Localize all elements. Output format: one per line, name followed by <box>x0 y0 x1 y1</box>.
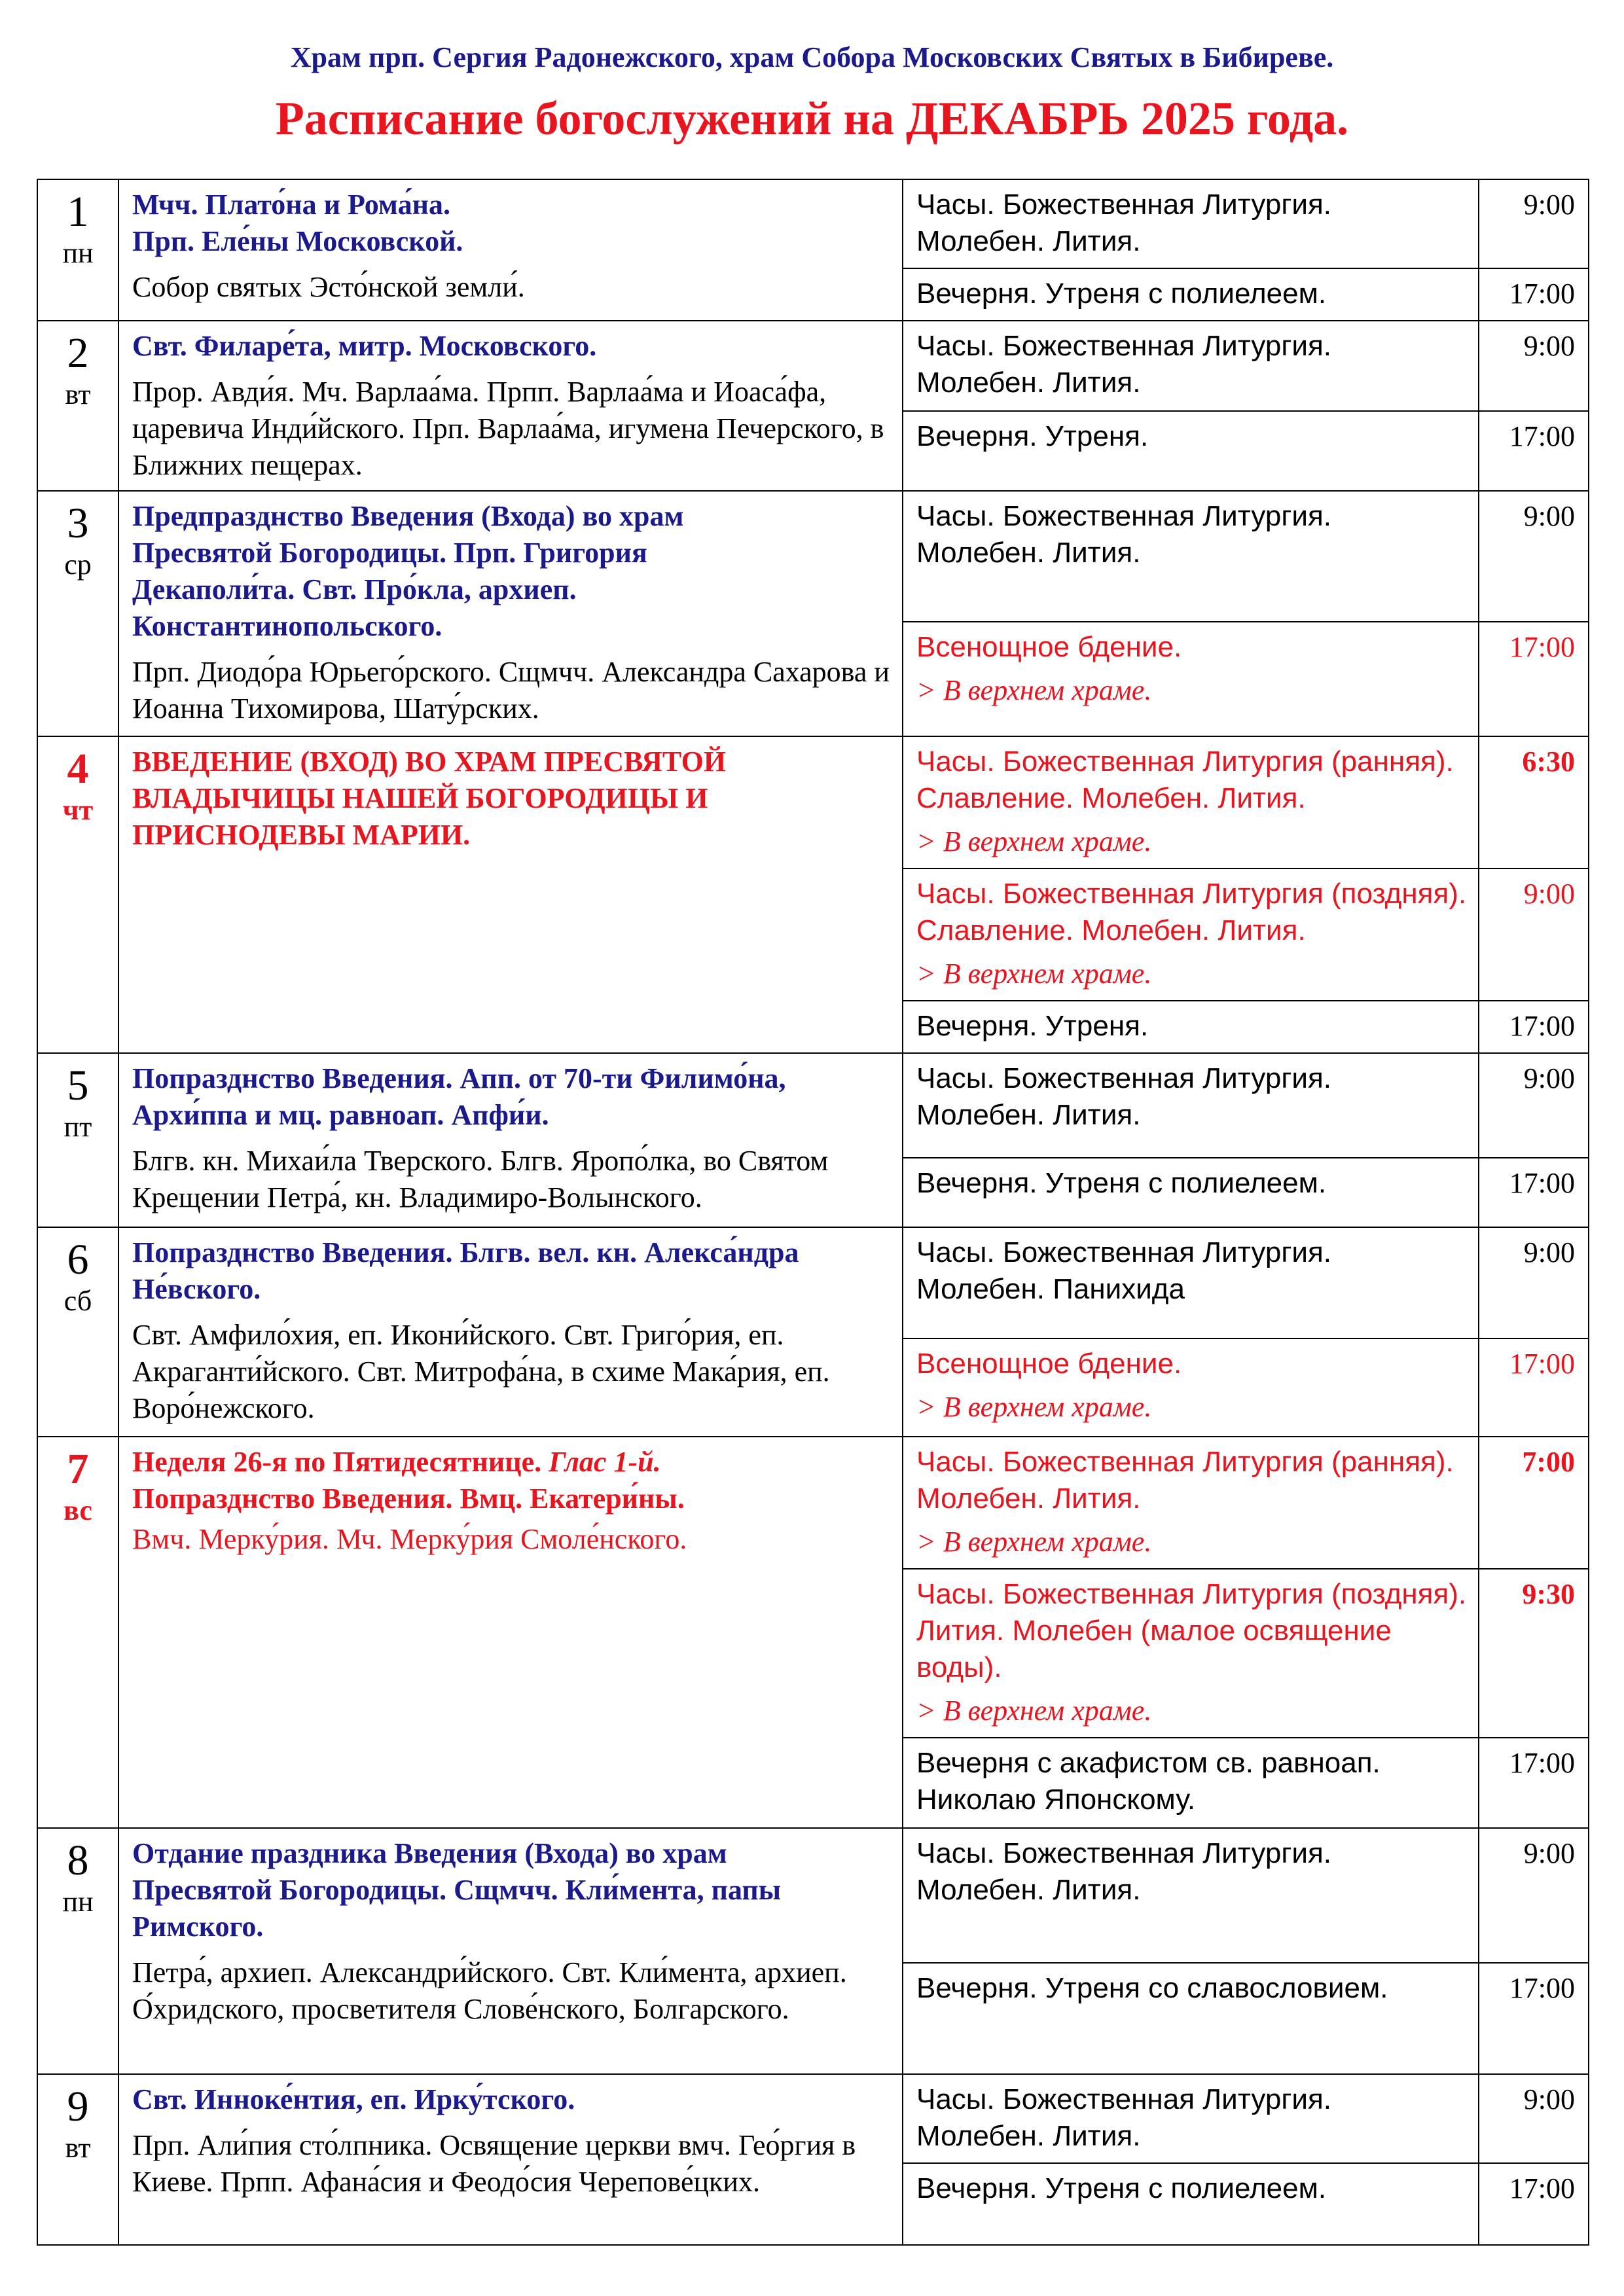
table-row <box>37 1227 1589 1338</box>
service-cell <box>903 321 1479 411</box>
day-number: 9 <box>67 2083 89 2130</box>
temple-name: Храм прп. Сергия Радонежского, храм Собора Московских Святых в Бибиреве. <box>290 41 1334 73</box>
main-commemoration <box>132 744 892 853</box>
secondary-commemoration: Прп. Али́пия сто́лпника. Освящение церкви вмч. Гео́ргия в Киеве. Прпп. Афана́сия и Феодо́сия Черепове́цких. <box>132 2129 856 2198</box>
service-cell <box>903 622 1479 736</box>
saints-cell <box>118 736 903 1053</box>
location-note: > В верхнем храме. <box>916 958 1152 990</box>
table-row <box>37 736 1589 869</box>
service-time: 17:00 <box>1479 622 1589 736</box>
main-line: ПРИСНОДЕВЫ МАРИИ. <box>132 819 471 851</box>
service-cell <box>903 1569 1479 1738</box>
main-line: Пресвятой Богородицы. Прп. Григория <box>132 537 647 569</box>
service-cell <box>903 2074 1479 2163</box>
weekday: вт <box>65 378 91 410</box>
main-line: Свт. Филаре́та, митр. Московского. <box>132 330 597 362</box>
service-time: 17:00 <box>1479 1001 1589 1053</box>
weekday: пн <box>62 237 94 269</box>
day-number: 6 <box>67 1236 89 1283</box>
service-line: Молебен. Лития. <box>916 2120 1141 2152</box>
service-line: Николаю Японскому. <box>916 1784 1196 1816</box>
service-cell <box>903 869 1479 1001</box>
secondary-commemoration: Петра́, архиеп. Александри́йского. Свт. Кли́мента, архиеп. О́хридского, просветителя Слове́нского, Болгарского. <box>132 1956 847 2025</box>
service-time: 9:00 <box>1479 1828 1589 1963</box>
main-commemoration <box>132 1444 892 1517</box>
service-time: 17:00 <box>1479 268 1589 321</box>
service-line: Молебен. Панихида <box>916 1273 1185 1305</box>
day-cell <box>37 179 118 321</box>
day-cell <box>37 321 118 491</box>
service-line: Вечерня. Утреня с полиелеем. <box>916 2172 1327 2204</box>
service-time: 9:00 <box>1479 179 1589 268</box>
service-time: 17:00 <box>1479 1158 1589 1227</box>
main-line: Римского. <box>132 1910 264 1943</box>
table-row <box>37 2074 1589 2163</box>
saints-cell <box>118 1437 903 1828</box>
service-line: Молебен. Лития. <box>916 225 1141 257</box>
service-cell <box>903 491 1479 622</box>
main-commemoration <box>132 2081 892 2118</box>
main-line: Мчч. Плато́на и Рома́на. <box>132 188 450 221</box>
main-line: Отдание праздника Введения (Входа) во храм <box>132 1837 727 1869</box>
day-cell <box>37 736 118 1053</box>
day-cell <box>37 1053 118 1227</box>
main-line: Архи́ппа и мц. равноап. Апфи́и. <box>132 1099 549 1131</box>
main-line: Свт. Инноке́нтия, еп. Ирку́тского. <box>132 2083 575 2115</box>
saints-cell <box>118 1828 903 2074</box>
main-line: Прп. Еле́ны Московской. <box>132 225 463 257</box>
secondary-commemoration: Прп. Диодо́ра Юрьего́рского. Сщмчч. Александра Сахарова и Иоанна Тихомирова, Шату́рских. <box>132 656 890 725</box>
day-number: 3 <box>67 499 89 547</box>
service-line: Вечерня. Утреня со славословием. <box>916 1972 1388 2004</box>
location-note: > В верхнем храме. <box>916 1695 1152 1727</box>
service-time: 17:00 <box>1479 411 1589 491</box>
secondary-commemoration: Блгв. кн. Михаи́ла Тверского. Блгв. Яропо́лка, во Святом Крещении Петра́, кн. Владимиро-Волынского. <box>132 1145 829 1213</box>
main-commemoration <box>132 1835 892 1945</box>
saints-cell <box>118 1053 903 1227</box>
secondary-commemoration: Свт. Амфило́хия, еп. Икони́йского. Свт. Григо́рия, еп. Акраганти́йского. Свт. Митрофа́на, в схиме Мака́рия, еп. Воро́нежского. <box>132 1319 830 1424</box>
main-line: Предпразднство Введения (Входа) во храм <box>132 500 684 532</box>
schedule-title: Расписание богослужений на ДЕКАБРЬ 2025 года. <box>275 92 1349 145</box>
service-time: 9:00 <box>1479 491 1589 622</box>
day-cell <box>37 1227 118 1437</box>
service-cell <box>903 1338 1479 1437</box>
service-cell <box>903 179 1479 268</box>
service-time: 9:00 <box>1479 869 1589 1001</box>
main-commemoration <box>132 1234 892 1308</box>
service-line: Часы. Божественная Литургия (поздняя). <box>916 1578 1467 1610</box>
service-time: 7:00 <box>1479 1437 1589 1569</box>
service-cell <box>903 1963 1479 2074</box>
service-line: Всенощное бдение. <box>916 631 1182 663</box>
service-cell <box>903 736 1479 869</box>
service-time: 9:00 <box>1479 2074 1589 2163</box>
saints-cell <box>118 179 903 321</box>
service-time: 9:30 <box>1479 1569 1589 1738</box>
service-cell <box>903 1158 1479 1227</box>
service-cell <box>903 2163 1479 2245</box>
secondary-commemoration: Прор. Авди́я. Мч. Варлаа́ма. Прпп. Варлаа́ма и Иоаса́фа, царевича Инди́йского. Прп. Варлаа́ма, игумена Печерского, в Ближних пещерах. <box>132 376 884 481</box>
service-time: 17:00 <box>1479 1738 1589 1828</box>
service-line: Часы. Божественная Литургия (ранняя). <box>916 745 1454 778</box>
service-time: 17:00 <box>1479 2163 1589 2245</box>
day-number: 8 <box>67 1837 89 1884</box>
service-cell <box>903 268 1479 321</box>
service-line: Часы. Божественная Литургия. <box>916 330 1332 362</box>
day-number: 5 <box>67 1062 89 1109</box>
service-line: Молебен. Лития. <box>916 537 1141 569</box>
secondary-commemoration: Вмч. Мерку́рия. Мч. Мерку́рия Смоле́нского. <box>132 1523 687 1555</box>
location-note: > В верхнем храме. <box>916 1526 1152 1558</box>
service-cell <box>903 1828 1479 1963</box>
day-cell <box>37 1828 118 2074</box>
service-line: Вечерня. Утреня. <box>916 1010 1149 1042</box>
service-line: Часы. Божественная Литургия. <box>916 1837 1332 1869</box>
main-line: ВВЕДЕНИЕ (ВХОД) ВО ХРАМ ПРЕСВЯТОЙ <box>132 745 727 778</box>
service-line: Вечерня. Утреня. <box>916 420 1149 453</box>
day-number: 1 <box>67 188 89 236</box>
sunday-title: Неделя 26-я по Пятидесятнице. <box>132 1446 542 1478</box>
main-line: Не́вского. <box>132 1273 261 1305</box>
main-commemoration <box>132 328 892 365</box>
secondary-commemoration: Собор святых Эсто́нской земли́. <box>132 271 525 303</box>
service-time: 9:00 <box>1479 1053 1589 1158</box>
saints-cell <box>118 2074 903 2245</box>
saints-cell <box>118 321 903 491</box>
main-line: Пресвятой Богородицы. Сщмчч. Кли́мента, папы <box>132 1874 782 1906</box>
day-number: 7 <box>67 1445 89 1493</box>
table-row <box>37 491 1589 622</box>
table-row <box>37 179 1589 268</box>
main-commemoration <box>132 1060 892 1134</box>
service-time: 9:00 <box>1479 321 1589 411</box>
weekday: ср <box>64 548 92 581</box>
table-row <box>37 321 1589 411</box>
main-commemoration <box>132 187 892 260</box>
weekday: пн <box>62 1886 94 1918</box>
service-line: Молебен. Лития. <box>916 1482 1141 1515</box>
table-row <box>37 1828 1589 1963</box>
schedule-table <box>37 179 1589 2246</box>
main-line: Попразднство Введения. Блгв. вел. кн. Алекса́ндра <box>132 1236 799 1268</box>
location-note: > В верхнем храме. <box>916 825 1152 857</box>
location-note: > В верхнем храме. <box>916 674 1152 706</box>
service-line: Часы. Божественная Литургия. <box>916 1062 1332 1094</box>
day-number: 4 <box>67 745 89 793</box>
service-time: 6:30 <box>1479 736 1589 869</box>
day-number: 2 <box>67 329 89 377</box>
service-line: Вечерня. Утреня с полиелеем. <box>916 1167 1327 1199</box>
main-line: Константинопольского. <box>132 610 442 642</box>
weekday: вс <box>63 1494 92 1526</box>
service-line: Часы. Божественная Литургия. <box>916 188 1332 221</box>
service-line: Лития. Молебен (малое освящение воды). <box>916 1615 1392 1683</box>
day-cell <box>37 491 118 736</box>
service-cell <box>903 1738 1479 1828</box>
weekday: пт <box>63 1111 92 1143</box>
service-time: 9:00 <box>1479 1227 1589 1338</box>
main-line <box>132 1444 892 1480</box>
weekday: чт <box>62 794 94 826</box>
location-note: > В верхнем храме. <box>916 1391 1152 1423</box>
weekday: сб <box>63 1285 92 1317</box>
table-row <box>37 1437 1589 1569</box>
saints-cell <box>118 1227 903 1437</box>
weekday: вт <box>65 2132 91 2164</box>
service-cell <box>903 1227 1479 1338</box>
main-commemoration <box>132 498 892 645</box>
day-cell <box>37 2074 118 2245</box>
service-line: Часы. Божественная Литургия. <box>916 500 1332 532</box>
service-line: Вечерня с акафистом св. равноап. <box>916 1747 1380 1779</box>
main-line: Попразднство Введения. Апп. от 70-ти Филимо́на, <box>132 1062 786 1094</box>
main-line: Декаполи́та. Свт. Про́кла, архиеп. <box>132 573 577 605</box>
service-line: Часы. Божественная Литургия. <box>916 2083 1332 2115</box>
service-line: Часы. Божественная Литургия (ранняя). <box>916 1446 1454 1478</box>
table-row <box>37 1053 1589 1158</box>
saints-cell <box>118 491 903 736</box>
service-cell <box>903 1053 1479 1158</box>
service-time: 17:00 <box>1479 1963 1589 2074</box>
service-line: Молебен. Лития. <box>916 1099 1141 1131</box>
service-line: Молебен. Лития. <box>916 367 1141 399</box>
tone: Глас 1-й. <box>549 1446 661 1478</box>
service-cell <box>903 1437 1479 1569</box>
main-line: ВЛАДЫЧИЦЫ НАШЕЙ БОГОРОДИЦЫ И <box>132 782 708 814</box>
service-line: Молебен. Лития. <box>916 1874 1141 1906</box>
service-line: Всенощное бдение. <box>916 1348 1182 1380</box>
service-line: Часы. Божественная Литургия (поздняя). <box>916 878 1467 910</box>
service-time: 17:00 <box>1479 1338 1589 1437</box>
service-line: Славление. Молебен. Лития. <box>916 782 1306 814</box>
service-line: Часы. Божественная Литургия. <box>916 1236 1332 1268</box>
service-cell <box>903 1001 1479 1053</box>
service-line: Славление. Молебен. Лития. <box>916 914 1306 946</box>
service-line: Вечерня. Утреня с полиелеем. <box>916 278 1327 310</box>
service-cell <box>903 411 1479 491</box>
day-cell <box>37 1437 118 1828</box>
main-line: Попразднство Введения. Вмц. Екатери́ны. <box>132 1482 685 1515</box>
